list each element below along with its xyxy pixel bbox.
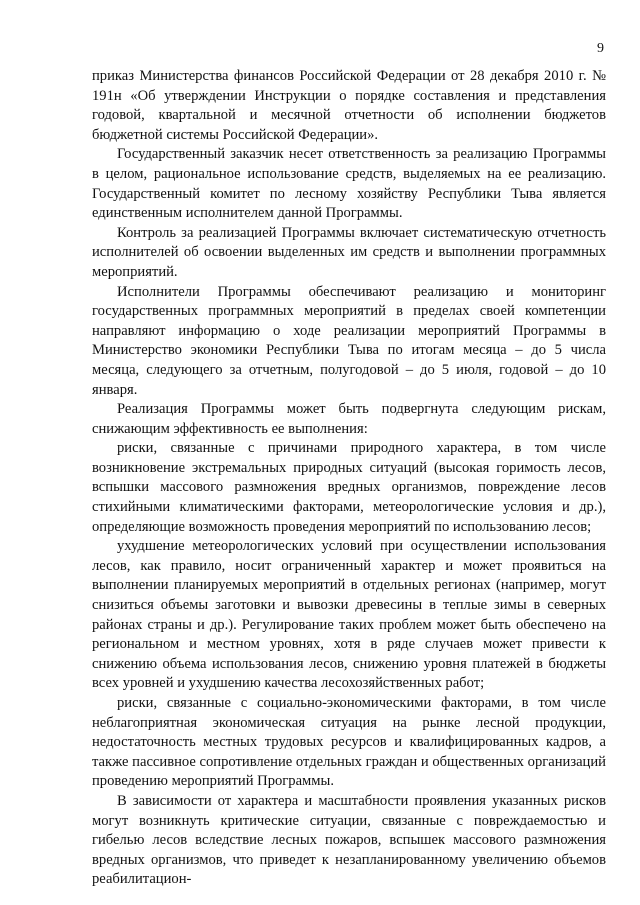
document-body (92, 67, 606, 890)
paragraph-weather-risks: ухудшение метеорологических условий при осуществлении использования лесов, как правило, носит ограниченный характер и может проявиться на выполнении планируемых мероприятий в отдельных регионах (например, могут снизиться объемы заготовки и вывозки древесины в теплые зимы в северных районах страны и др.). Регулирование таких проблем может быть обеспечено на региональном и местном уровнях, хотя в ряде случаев может привести к снижению объема использования лесов, снижению уровня платежей в бюджеты всех уровней и ухудшению качества лесохозяйственных работ; (92, 538, 606, 692)
paragraph-control: Контроль за реализацией Программы включает систематическую отчетность исполнителей об освоении выделенных им средств и выполнении программных мероприятий. (92, 224, 606, 280)
paragraph-state-customer: Государственный заказчик несет ответственность за реализацию Программы в целом, рациональное использование средств, выделяемых на ее реализацию. Государственный комитет по лесному хозяйству Республики Тыва является единственным исполнителем данной Программы. (92, 146, 606, 222)
page-number: 9 (597, 41, 604, 56)
paragraph-socioeconomic-risks: риски, связанные с социально-экономическими факторами, в том числе неблагоприятная экономическая ситуация на рынке лесной продукции, недостаточность местных трудовых ресурсов и квалифицированных кадров, а также пассивное сопротивление отдельных граждан и общественных организаций проведению мероприятий Программы. (92, 695, 606, 790)
paragraph-critical-situations: В зависимости от характера и масштабности проявления указанных рисков могут возникнуть критические ситуации, связанные с повреждаемостью и гибелью лесов вследствие лесных пожаров, вспышек массового размножения вредных организмов, что приведет к незапланированному увеличению объемов реабилитацион- (92, 792, 606, 888)
paragraph-order-reference: приказ Министерства финансов Российской Федерации от 28 декабря 2010 г. № 191н «Об утверждении Инструкции о порядке составления и представления годовой, квартальной и месячной отчетности об исполнении бюджетов бюджетной системы Российской Федерации». (92, 68, 606, 143)
paragraph-risks-intro: Реализация Программы может быть подвергнута следующим рискам, снижающим эффективность ее выполнения: (92, 401, 606, 437)
paragraph-executors: Исполнители Программы обеспечивают реализацию и мониторинг государственных программных мероприятий в пределах своей компетенции направляют информацию о ходе реализации мероприятий Программы в Министерство экономики Республики Тыва по итогам месяца – до 5 числа месяца, следующего за отчетным, полугодовой – до 5 июля, годовой – до 10 января. (92, 283, 606, 398)
paragraph-natural-risks: риски, связанные с причинами природного характера, в том числе возникновение экстремальных природных ситуаций (высокая горимость лесов, вспышки массового размножения вредных организмов, повреждение лесов стихийными климатическими факторами, метеорологические условия и др.), определяющие возможность проведения мероприятий по использованию лесов; (92, 440, 606, 535)
